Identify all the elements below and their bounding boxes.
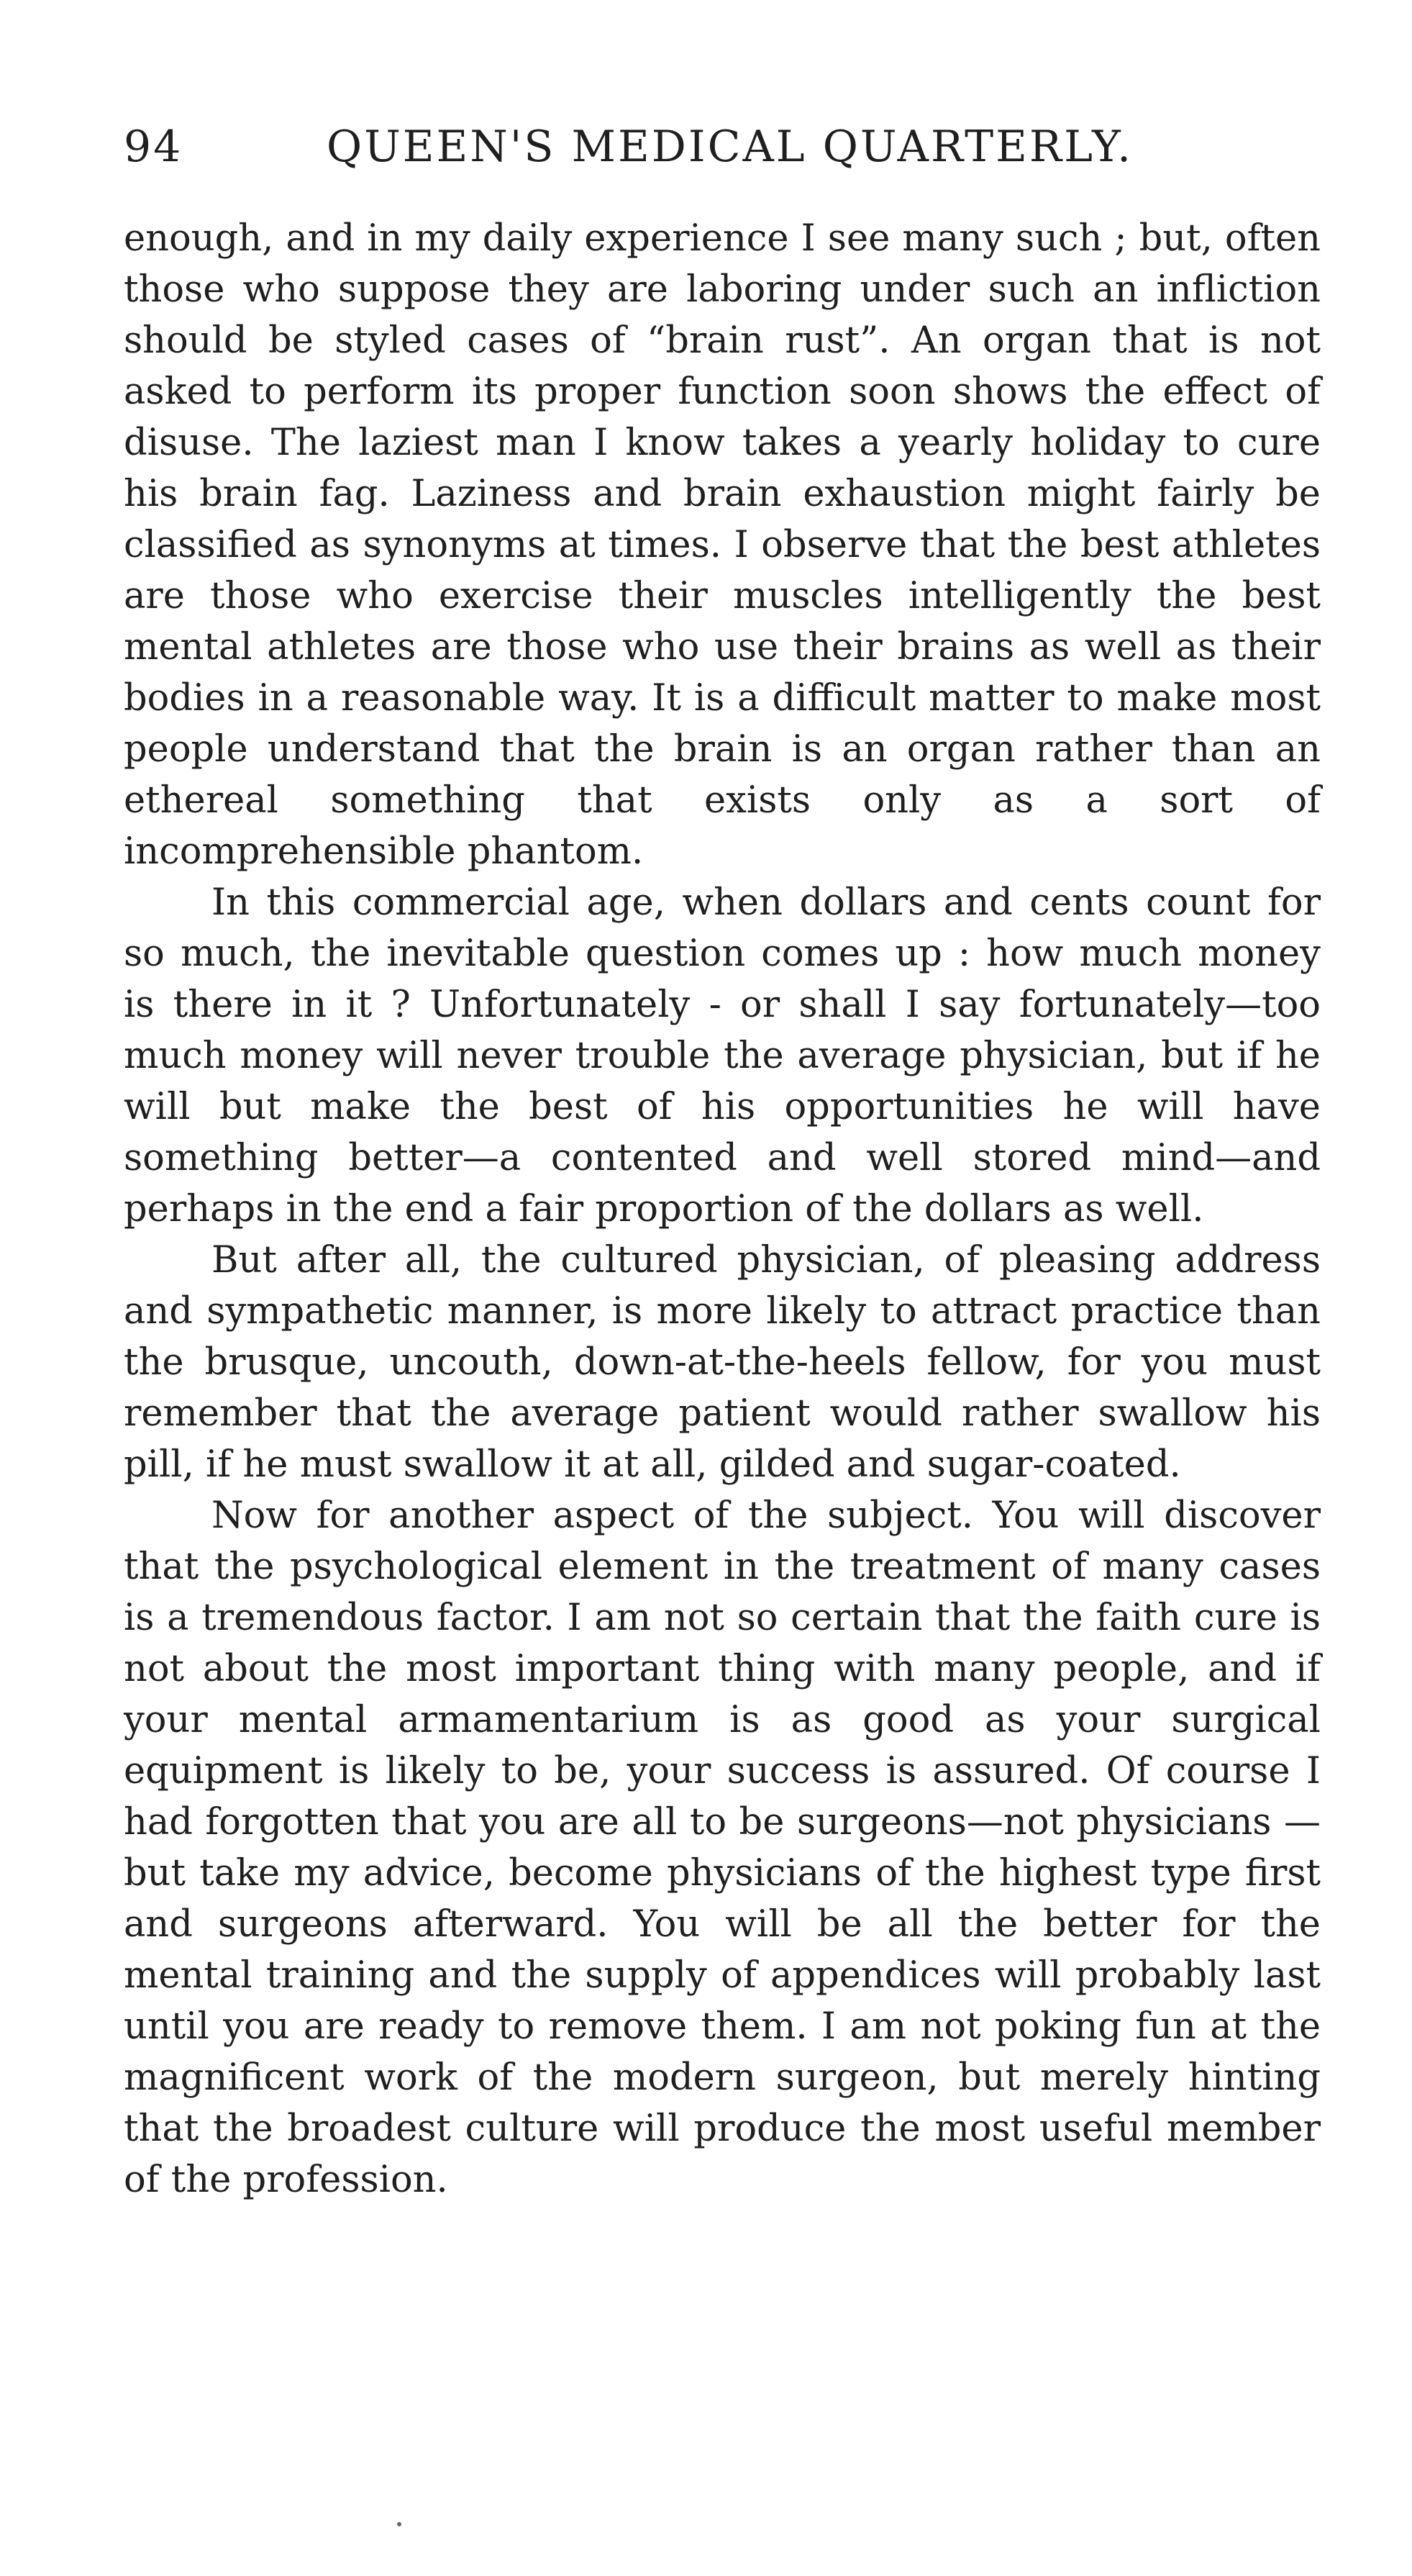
paragraph-cultured-physician: But after all, the cultured physician, of pleasing address and sympathetic manner, is more likely to attract practice than the brusque, uncouth, down-at-the-heels fellow, for you must remember that the average patient would rather swallow his pill, if he must swallow it at all, gilded and sugar-coated. xyxy=(124,1239,1321,1486)
stray-ink-mark xyxy=(397,2522,401,2526)
paragraph-continued: enough, and in my daily experience I see many such ; but, often those who suppose they are laboring under such an infliction should be styled cases of “brain rust”. An organ that is not asked to perform its proper function soon shows the effect of disuse. The laziest man I know takes a yearly holiday to cure his brain fag. Laziness and brain exhaustion might fairly be classified as synonyms at times. I observe that the best athletes are those who exercise their muscles intelligently the best mental athletes are those who use their brains as well as their bodies in a reasonable way. It is a difficult matter to make most people understand that the brain is an organ rather than an ethereal something that exists only as a sort of incomprehensible phantom. xyxy=(124,217,1321,873)
running-head xyxy=(124,118,1275,176)
journal-title: QUEEN'S MEDICAL QUARTERLY. xyxy=(327,122,1134,172)
page-number: 94 xyxy=(124,122,183,172)
paragraph-psychological-element: Now for another aspect of the subject. You will discover that the psychological element in the treatment of many cases is a tremendous factor. I am not so certain that the faith cure is not about the most important thing with many people, and if your mental armamentarium is as good as your surgical equipment is likely to be, your success is assured. Of course I had forgotten that you are all to be surgeons—not physicians —but take my advice, become physicians of the highest type first and surgeons afterward. You will be all the better for the mental training and the supply of appendices will probably last until you are ready to remove them. I am not poking fun at the magnificent work of the modern surgeon, but merely hinting that the broadest culture will produce the most useful member of the profession. xyxy=(124,1495,1321,2201)
article-body xyxy=(124,213,1321,2205)
paragraph-commercial-age: In this commercial age, when dollars and cents count for so much, the inevitable question comes up : how much money is there in it ? Unfortunately - or shall I say fortunately—too much money will never trouble the average physician, but if he will but make the best of his opportunities he will have something better—a contented and well stored mind—and perhaps in the end a fair proportion of the dollars as well. xyxy=(124,881,1321,1230)
